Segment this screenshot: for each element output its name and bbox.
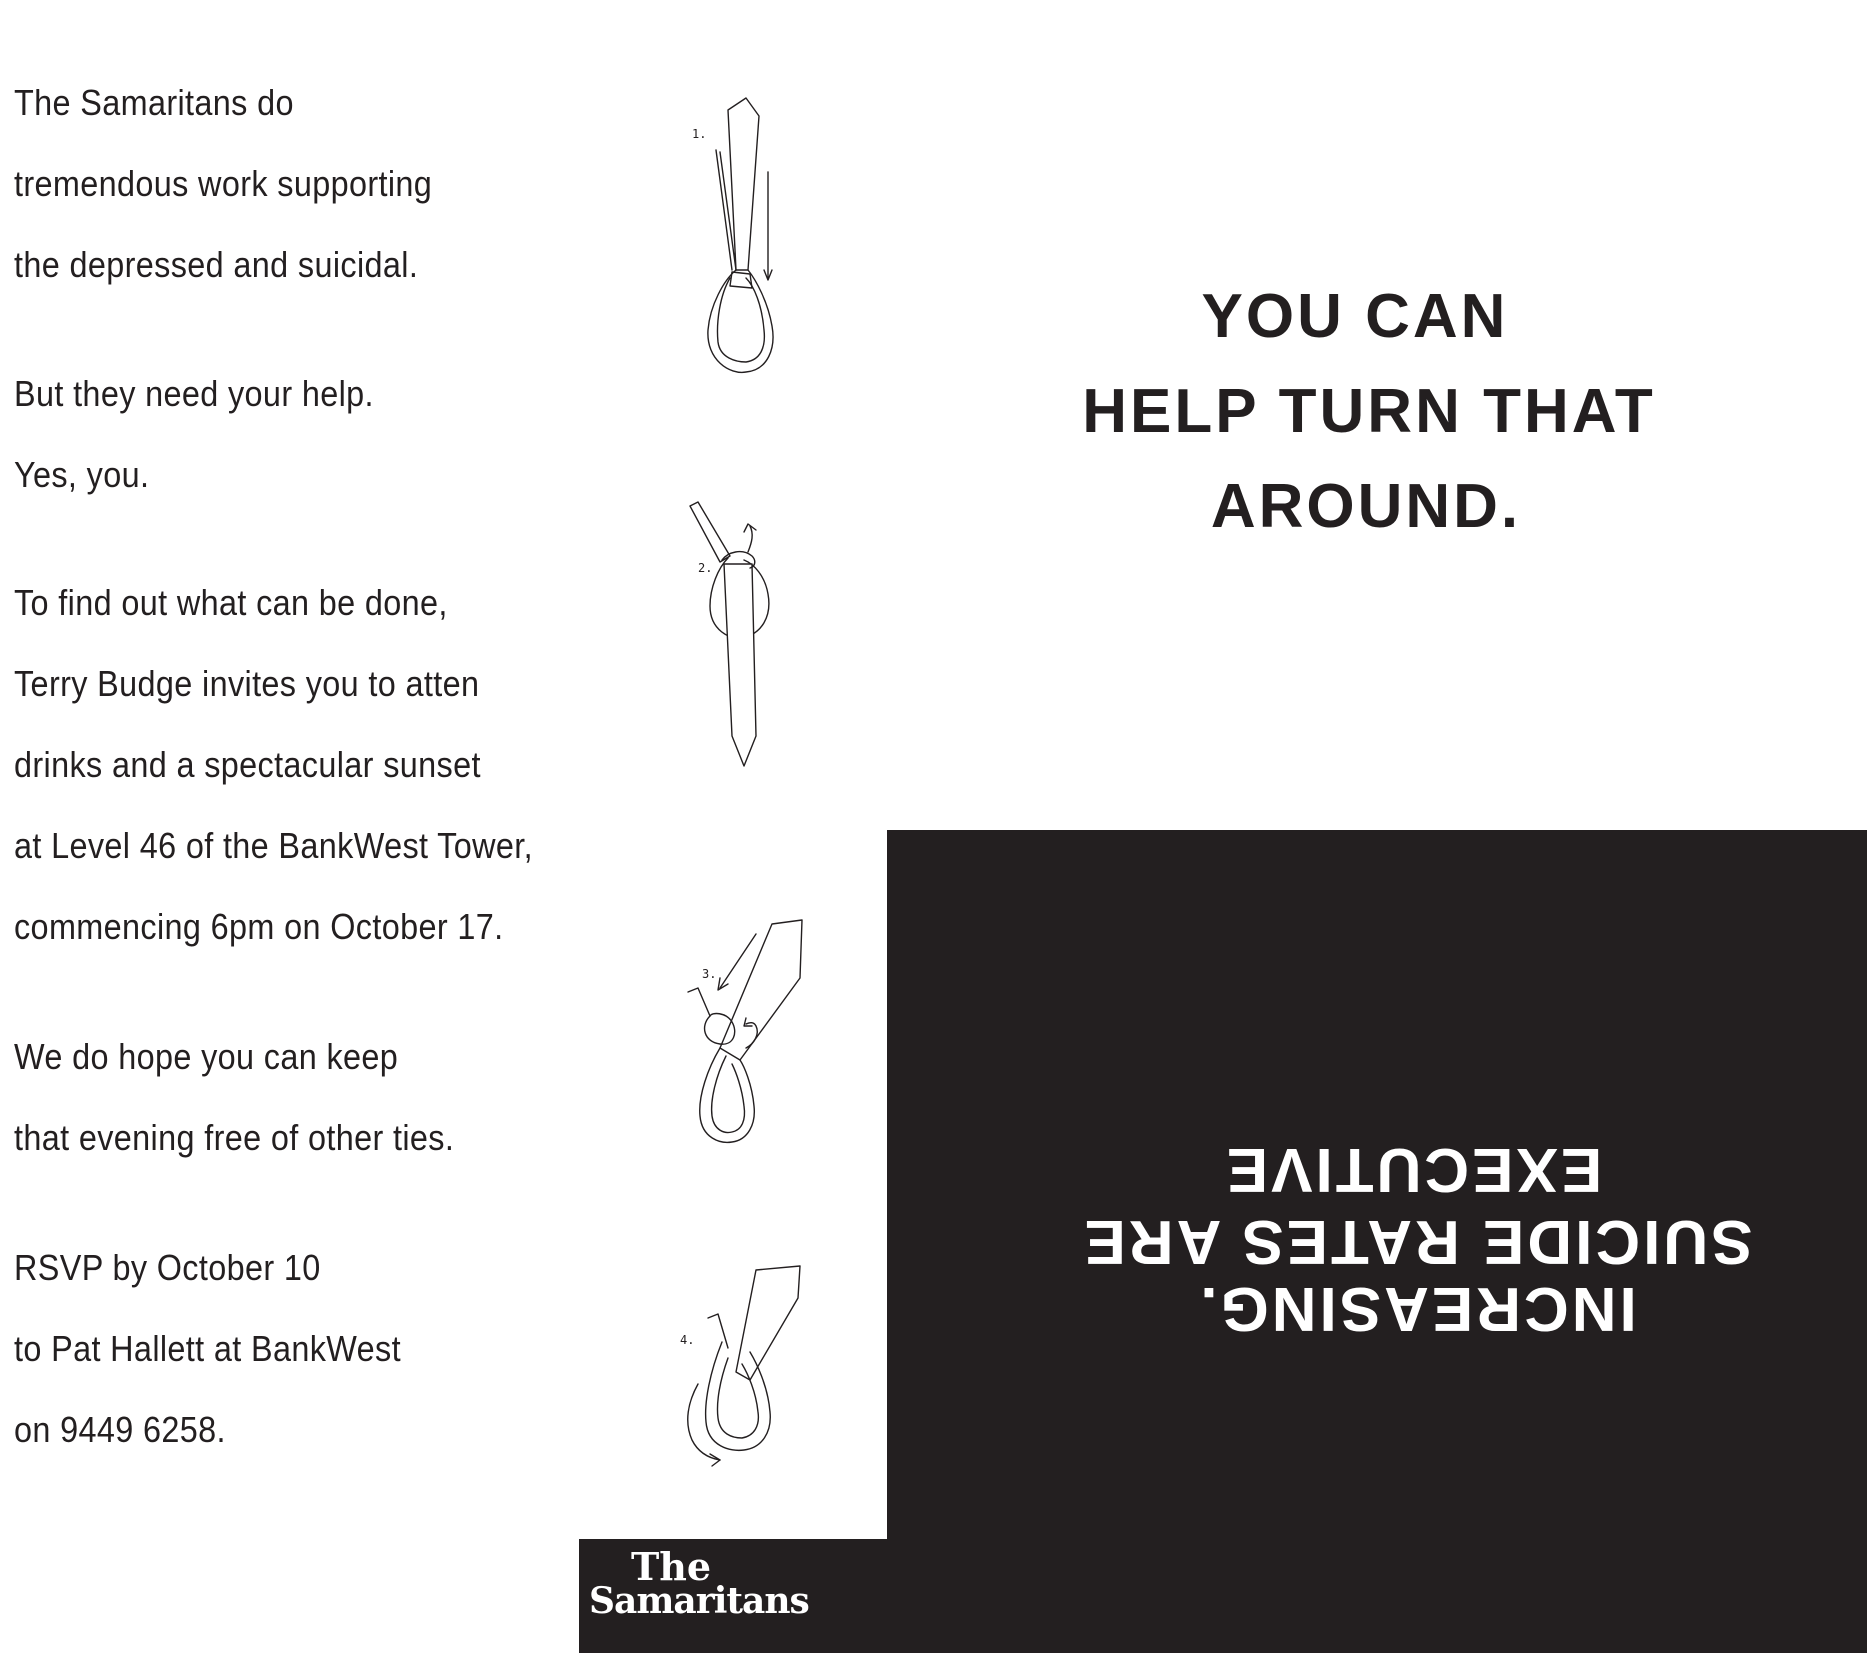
step-number: 2. <box>698 561 713 575</box>
step-number: 4. <box>680 1333 695 1347</box>
body-line: the depressed and suicidal. <box>14 244 419 285</box>
step-number: 3. <box>702 967 717 981</box>
inverted-headline-line: EXECUTIVE <box>1223 1135 1603 1204</box>
body-line: at Level 46 of the BankWest Tower, <box>14 825 533 866</box>
samaritans-logo <box>579 1539 889 1653</box>
step-number: 1. <box>692 127 707 141</box>
inverted-headline-line: SUICIDE RATES ARE <box>1081 1207 1753 1276</box>
body-line: The Samaritans do <box>14 82 294 123</box>
tie-knot-step-3-icon <box>680 916 810 1156</box>
tie-knot-step-4-icon <box>670 1262 810 1482</box>
tie-knot-step-1-icon <box>680 90 800 390</box>
inverted-headline <box>887 830 1867 1653</box>
headline-line: YOU CAN <box>1201 282 1509 351</box>
body-line: RSVP by October 10 <box>14 1247 321 1288</box>
body-line: drinks and a spectacular sunset <box>14 744 481 785</box>
body-line: But they need your help. <box>14 373 374 414</box>
body-line: commencing 6pm on October 17. <box>14 906 504 947</box>
body-line: Yes, you. <box>14 454 150 495</box>
tie-knot-step-2-icon <box>680 498 800 778</box>
logo-text-line: Samaritans <box>589 1580 809 1622</box>
headline-line: AROUND. <box>1210 472 1522 541</box>
body-line: To find out what can be done, <box>14 582 448 623</box>
inverted-headline-line: INCREASING. <box>1197 1274 1637 1343</box>
body-line: Terry Budge invites you to atten <box>14 663 480 704</box>
headline-line: HELP TURN THAT <box>1082 377 1656 446</box>
body-line: that evening free of other ties. <box>14 1117 455 1158</box>
body-line: tremendous work supporting <box>14 163 433 204</box>
logo-text-line: The <box>631 1544 712 1589</box>
body-line: on 9449 6258. <box>14 1409 226 1450</box>
body-line: to Pat Hallett at BankWest <box>14 1328 401 1369</box>
body-line: We do hope you can keep <box>14 1036 399 1077</box>
